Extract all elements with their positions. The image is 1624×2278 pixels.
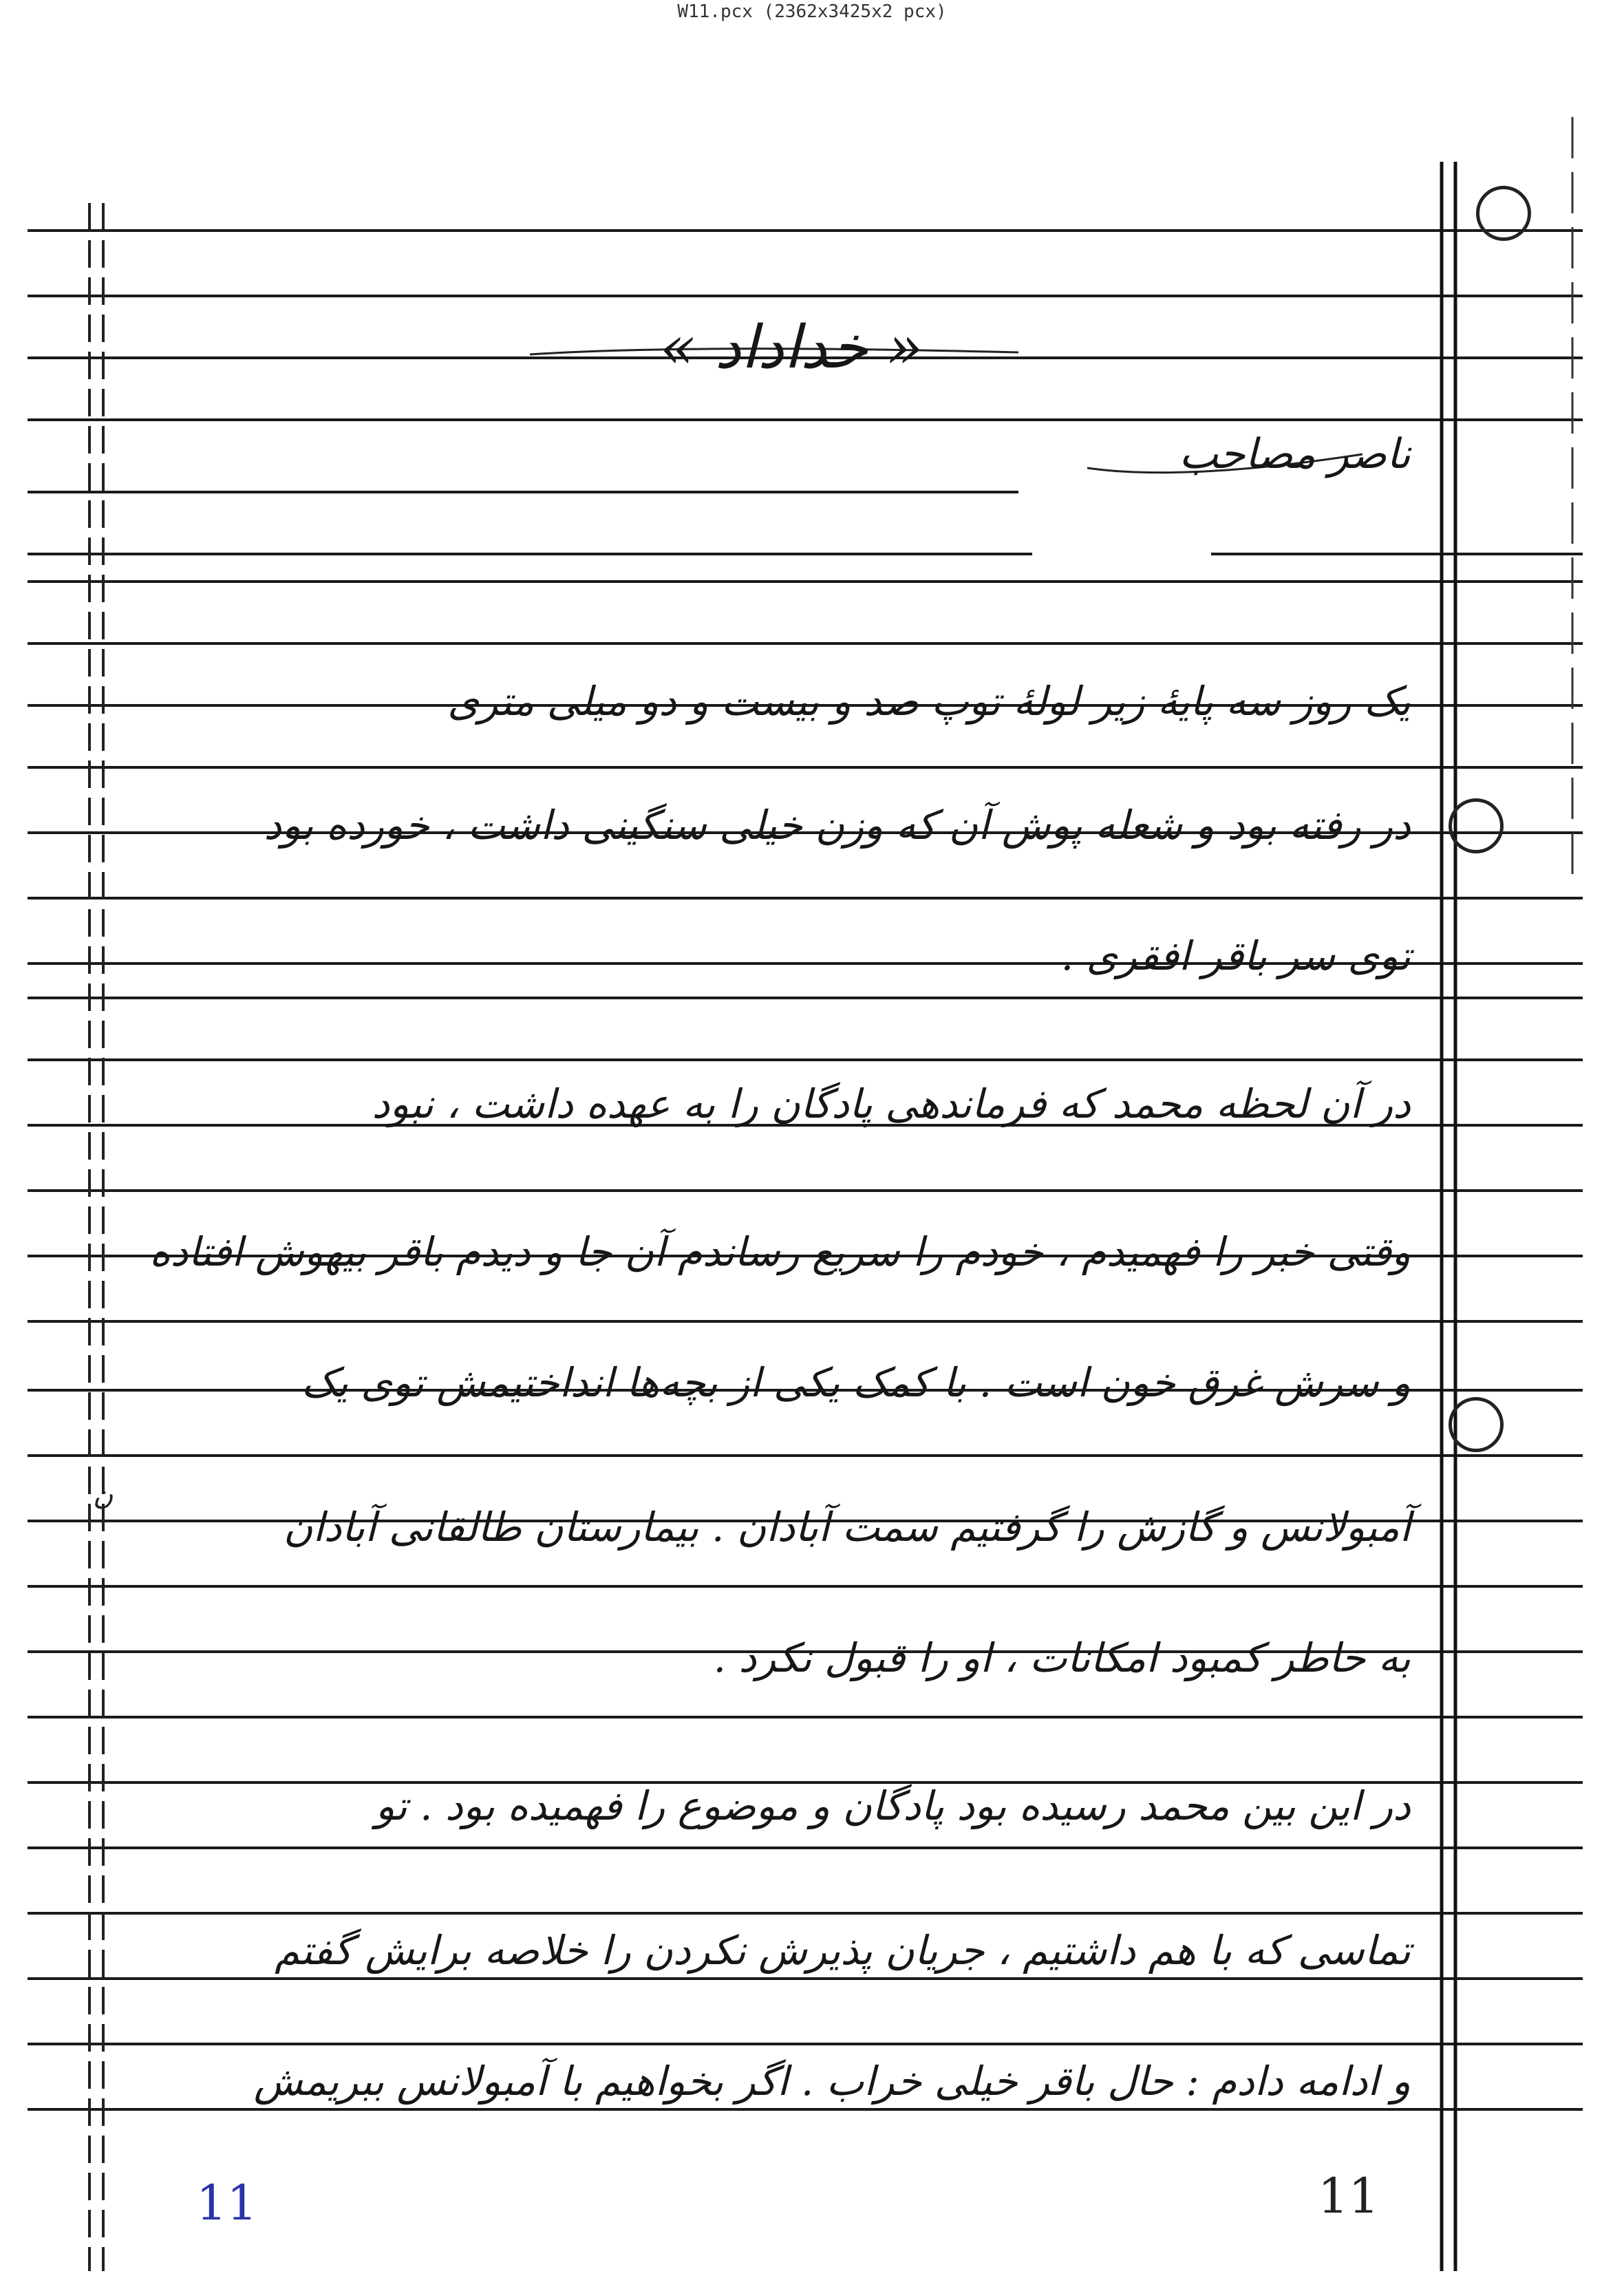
- text-line-6: و سرش غرق خون است . با کمک یکی از بچه‌ها انداختیمش توی یک: [301, 1359, 1411, 1406]
- binder-hole-middle: [1449, 798, 1504, 853]
- text-line-4: در آن لحظه محمد که فرماندهی پادگان را به عهده داشت ، نبود: [372, 1081, 1411, 1127]
- story-title: « خداداد »: [659, 313, 923, 382]
- text-line-7: آمبولانس و گازش را گرفتیم سمت آبادان . بیمارستان طالقانی آبادان: [283, 1504, 1411, 1551]
- binder-hole-lower: [1449, 1397, 1504, 1452]
- text-line-1: یک روز سه پایهٔ زیر لولهٔ توپ صد و بیست و دو میلی متری: [447, 678, 1411, 725]
- author-name: ناصر مصاحب: [1179, 430, 1411, 478]
- text-line-11: و ادامه دادم : حال باقر خیلی خراب . اگر بخواهیم با آمبولانس ببریمش: [253, 2058, 1411, 2105]
- page-number: 11: [1318, 2168, 1380, 2224]
- text-line-9: در این بین محمد رسیده بود پادگان و موضوع را فهمیده بود . تو: [375, 1782, 1411, 1829]
- text-line-3: توی سر باقر افقری .: [1060, 933, 1411, 979]
- margin-note: ن: [93, 1480, 114, 1511]
- scan-filename-header: W11.pcx (2362x3425x2 pcx): [677, 1, 947, 22]
- page-number-blue-ink: 11: [196, 2175, 258, 2231]
- text-line-2: در رفته بود و شعله پوش آن که وزن خیلی سنگینی داشت ، خورده بود: [264, 802, 1411, 849]
- binder-hole-top: [1476, 186, 1531, 241]
- text-line-8: به خاطر کمبود امکانات ، او را قبول نکرد .: [713, 1635, 1411, 1681]
- text-line-10: تماسی که با هم داشتیم ، جریان پذیرش نکردن را خلاصه برایش گفتم: [275, 1927, 1411, 1974]
- text-line-5: وقتی خبر را فهمیدم ، خودم را سریع رساندم آن جا و دیدم باقر بیهوش افتاده: [149, 1228, 1411, 1275]
